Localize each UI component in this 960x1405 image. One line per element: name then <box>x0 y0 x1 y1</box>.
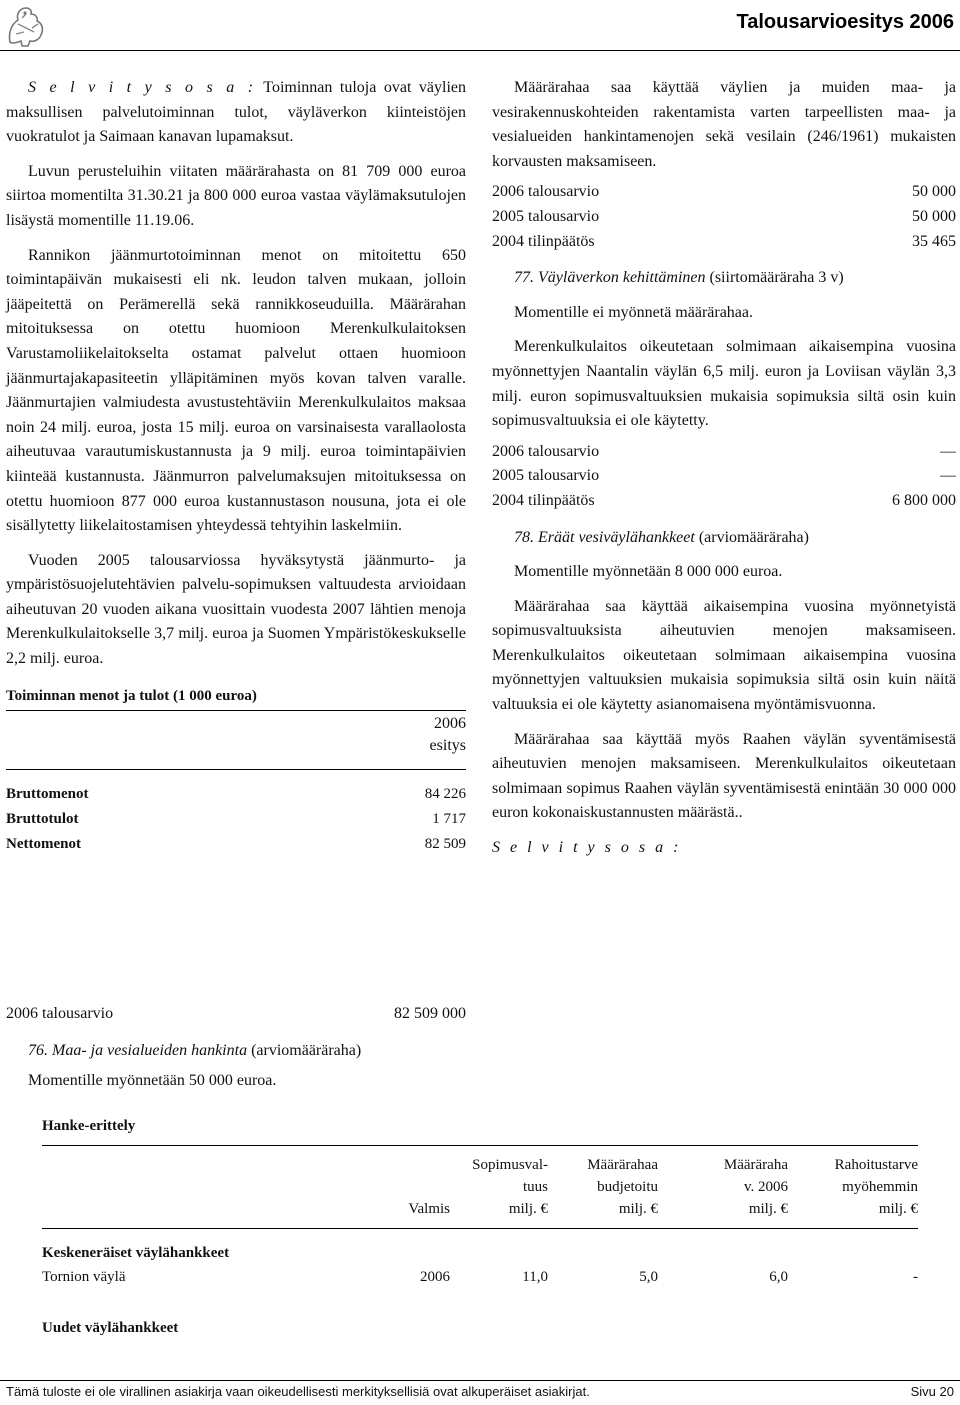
budget-table-2 <box>492 440 956 514</box>
expenses-table-header <box>6 713 466 770</box>
budget-value: 82 509 000 <box>394 1005 466 1022</box>
header-cell-budjetoitu: Määrärahaa budjetoitu milj. € <box>587 1156 658 1217</box>
lion-crest-icon <box>4 2 48 50</box>
table-row <box>42 1265 918 1289</box>
right-paragraph-5: Määrärahaa saa käyttää aikaisempina vuosina myönnetyistä sopimusvaltuuksista aiheutuvien menojen maksamiseen. Merenkulkulaitos oikeutetaan solmimaan aikaisempina vuosina myönnettyjen valtuuksien mukaisia sopimuksia siltä osin kuin näitä valtuuksia ei ole käytetty asianomaisena myöntämisvuonna. <box>492 597 956 714</box>
project-later: - <box>913 1268 918 1285</box>
expenses-table-rule <box>6 710 466 711</box>
project-breakdown-title: Hanke-erittely <box>42 1118 136 1134</box>
header-cell-rahoitustarve: Rahoitustarve myöhemmin milj. € <box>834 1156 918 1217</box>
item-76-heading <box>6 1039 466 1064</box>
header-cell-valmis: Valmis <box>408 1200 450 1217</box>
left-paragraph-4: Vuoden 2005 talousarviossa hyväksytystä jäänmurto- ja ympäristösuojelutehtävien palvelu-sopimuksen valtuudesta arvioidaan aiheutuvan 20 vuoden aikana vuosittain vuodesta 2007 lähtien menoja Merenkulkulaitokselle 3,7 milj. euroa ja Suomen Ympäristökeskukselle 2,2 milj. euroa. <box>6 551 466 668</box>
budget-label: 2006 talousarvio <box>6 1005 114 1022</box>
budget-row-label: 2005 talousarvio <box>492 467 600 485</box>
budget-row-label: 2004 tilinpäätös <box>492 232 595 250</box>
explanation-text: Toiminnan tuloja ovat väylien maksullisen palvelutoiminnan tulot, väyläverkon kiinteistöjen vuokratulot ja Saimaan kanavan lupamaksut. <box>6 79 466 146</box>
item-78-type: (arviomääräraha) <box>694 528 809 546</box>
explanation-label-end-text: S e l v i t y s o s a : <box>492 839 682 857</box>
project-budgeted: 5,0 <box>639 1268 658 1285</box>
row-label: Bruttomenot <box>6 786 89 803</box>
right-paragraph-1: Määrärahaa saa käyttää väylien ja muiden maa- ja vesirakennuskohteiden rakentamista varten tarpeellisten maa- ja vesialueiden hankintamenojen sekä vesilain (246/1961) mukaisten korvausten maksamiseen. <box>492 79 956 170</box>
document-title: Talousarvioesitys 2006 <box>736 11 954 33</box>
expenses-col-year: 2006 <box>434 715 466 733</box>
item-78-heading <box>492 526 956 551</box>
expenses-table-title: Toiminnan menot ja tulot (1 000 euroa) <box>6 687 257 704</box>
item-78-title: 78. Eräät vesiväylähankkeet <box>514 528 695 546</box>
footer-disclaimer: Tämä tuloste ei ole virallinen asiakirja vaan oikeudellisesti merkityksellisiä ovat alkuperäiset asiakirjat. <box>6 1384 590 1399</box>
right-column <box>492 76 956 861</box>
item-77-heading <box>492 266 956 291</box>
budget-row-label: 2005 talousarvio <box>492 207 600 225</box>
row-label: Bruttotulot <box>6 811 79 828</box>
budget-line <box>6 1002 466 1027</box>
header-cell-maararaha: Määräraha v. 2006 milj. € <box>723 1156 788 1217</box>
budget-76-block <box>6 1002 466 1094</box>
row-label: Nettomenot <box>6 836 81 853</box>
row-value: 84 226 <box>424 786 466 803</box>
project-name: Tornion väylä <box>42 1268 126 1285</box>
item-76-text: Momentille myönnetään 50 000 euroa. <box>28 1072 277 1090</box>
right-paragraph-3: Merenkulkulaitos oikeutetaan solmimaan aikaisempina vuosina myönnettyjen Naantalin väylän 6,5 milj. euron ja Loviisan väylän 3,3 milj. euron sopimusvaltuuksien mukaisia sopimuksia siltä osin kuin sopimusvaltuuksia ei ole käytetty. <box>492 338 956 430</box>
budget-row-label: 2006 talousarvio <box>492 183 600 201</box>
item-77-title: 77. Väyläverkon kehittäminen <box>514 269 706 287</box>
project-ready: 2006 <box>420 1268 450 1285</box>
footer-rule <box>0 1380 960 1381</box>
row-value: 1 717 <box>432 811 466 828</box>
budget-row-value: 35 465 <box>912 232 956 250</box>
budget-row <box>492 205 956 230</box>
budget-row-value: 50 000 <box>912 183 956 201</box>
header-cell <box>42 1154 370 1220</box>
explanation-label-end <box>492 836 956 861</box>
budget-table-1 <box>492 180 956 254</box>
item-76-type: (arviomääräraha) <box>247 1041 362 1059</box>
left-paragraph-2: Luvun perusteluihin viitaten määrärahasta on 81 709 000 euroa siirtoa momentilta 31.30.21 ja 800 000 euroa vastaa väylämaksutulojen lisäystä momentille 11.19.06. <box>6 162 466 229</box>
budget-row <box>492 440 956 465</box>
item-76-title: 76. Maa- ja vesialueiden hankinta <box>28 1041 248 1059</box>
budget-row <box>492 180 956 205</box>
project-appropriation: 6,0 <box>769 1268 788 1285</box>
header-cell-sopimusvaltuus: Sopimusval- tuus milj. € <box>472 1156 548 1217</box>
right-paragraph-4: Momentille myönnetään 8 000 000 euroa. <box>514 563 783 581</box>
project-breakdown-table <box>42 1114 918 1340</box>
budget-row <box>492 464 956 489</box>
budget-row-value: 50 000 <box>912 207 956 225</box>
row-value: 82 509 <box>424 836 466 853</box>
right-paragraph-6: Määrärahaa saa käyttää myös Raahen väylän syventämisestä aiheutuvien menojen maksamiseen. Merenkulkulaitos oikeutetaan solmimaan sopimus Raahen väylän syventämisestä enintään 30 000 000 euron kokonaiskustannusten määrästä.. <box>492 730 956 822</box>
explanation-paragraph <box>6 76 466 150</box>
project-authority: 11,0 <box>522 1268 548 1285</box>
right-paragraph-2: Momentille ei myönnetä määrärahaa. <box>514 303 754 321</box>
table-row <box>6 832 466 857</box>
header-rule <box>0 50 960 51</box>
footer <box>6 1384 954 1400</box>
group-ongoing: Keskeneräiset väylähankkeet <box>42 1244 230 1261</box>
explanation-label: S e l v i t y s o s a : <box>28 79 257 96</box>
budget-row-value: — <box>940 467 956 485</box>
budget-row <box>492 230 956 255</box>
budget-row-value: 6 800 000 <box>892 491 956 509</box>
left-column <box>6 76 466 857</box>
item-77-type: (siirtomääräraha 3 v) <box>705 269 844 287</box>
table-row <box>6 782 466 807</box>
budget-row-label: 2004 tilinpäätös <box>492 491 595 509</box>
page-number: Sivu 20 <box>910 1384 954 1399</box>
table-row <box>6 807 466 832</box>
project-breakdown-header <box>42 1146 918 1229</box>
expenses-col-type: esitys <box>429 737 466 755</box>
expenses-table-body <box>6 770 466 857</box>
budget-row-value: — <box>940 442 956 460</box>
budget-row <box>492 489 956 514</box>
left-paragraph-3: Rannikon jäänmurtotoiminnan menot on mitoitettu 650 toimintapäivän mukaisesti eli nk. leudon talven mukaan, jolloin jääpeitettä on Perämerellä sekä rannikkoseuduilla. Määrärahan mitoituksessa on otettu huomioon Merenkulkulaitoksen Varustamoliikelaitokselta ostamat palvelut ottaen huomioon jäänmurtajakapasiteetin ylläpitäminen myös kovan talven varalle. Jäänmurtajien valmiudesta avustustehtäviin Merenkulkulaitos maksaa noin 24 milj. euroa, josta 15 milj. euroa on varsinaisesta varallaolosta aiheutuvaa varautumiskustannusta ja 9 milj. euroa toimintapäivien kiinteää kustannusta. Jäänmurron palvelumaksujen mitoituksessa on otettu huomioon 877 000 euroa kustannustason nousuna, jota ei ole sisällytetty liikelaitostamisen yhteydessä tehtyihin laskelmiin. <box>6 246 466 535</box>
group-new: Uudet väylähankkeet <box>42 1319 179 1336</box>
budget-row-label: 2006 talousarvio <box>492 442 600 460</box>
